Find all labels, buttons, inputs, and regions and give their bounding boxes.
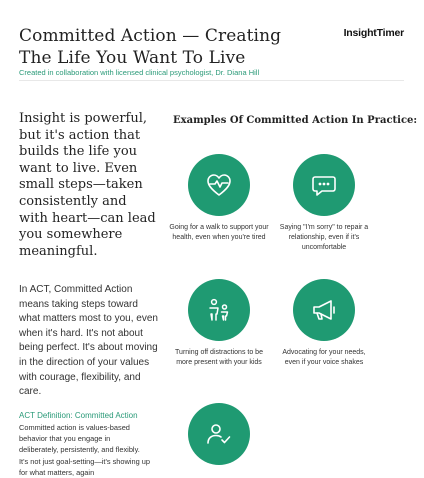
definition-title: ACT Definition: Committed Action bbox=[19, 411, 138, 420]
header-divider bbox=[19, 80, 404, 81]
intro-lead: Insight is powerful, but it's action that builds the life you want to live. Even small steps—taken consistently and with heart—can lead you somewhere meaningful. bbox=[19, 111, 156, 259]
example-2-badge bbox=[293, 154, 355, 216]
brand-logo: InsightTimer bbox=[343, 27, 404, 39]
example-3-caption: Turning off distractions to be more present with your kids bbox=[175, 349, 263, 366]
example-3-badge bbox=[188, 279, 250, 341]
megaphone-icon bbox=[310, 296, 338, 324]
example-4-badge bbox=[293, 279, 355, 341]
person-check-icon bbox=[205, 420, 233, 448]
examples-heading: Examples Of Committed Action In Practice: bbox=[173, 115, 418, 126]
intro-body: In ACT, Committed Action means taking steps toward what matters most to you, even when it's hard. It's not about being perfect. It's about moving in the direction of your values with courage, flexibility, and care. bbox=[19, 284, 158, 398]
chat-bubble-icon bbox=[310, 171, 338, 199]
heart-pulse-icon bbox=[205, 171, 233, 199]
parent-child-icon bbox=[205, 296, 233, 324]
definition-body: Committed action is values-based behavior that you engage in deliberately, persistently, and flexibly. It's not just goal-setting—it's showing up for what matters, again bbox=[19, 423, 150, 477]
example-4-caption: Advocating for your needs, even if your voice shakes bbox=[282, 349, 366, 366]
example-5-badge bbox=[188, 403, 250, 465]
example-1-badge bbox=[188, 154, 250, 216]
page-subtitle: Created in collaboration with licensed clinical psychologist, Dr. Diana Hill bbox=[19, 68, 260, 77]
example-2-caption: Saying "I'm sorry" to repair a relationship, even if it's uncomfortable bbox=[279, 224, 369, 251]
example-1-caption: Going for a walk to support your health, even when you're tired bbox=[169, 224, 269, 241]
page-title: Committed Action — Creating The Life You Want To Live bbox=[19, 26, 282, 68]
